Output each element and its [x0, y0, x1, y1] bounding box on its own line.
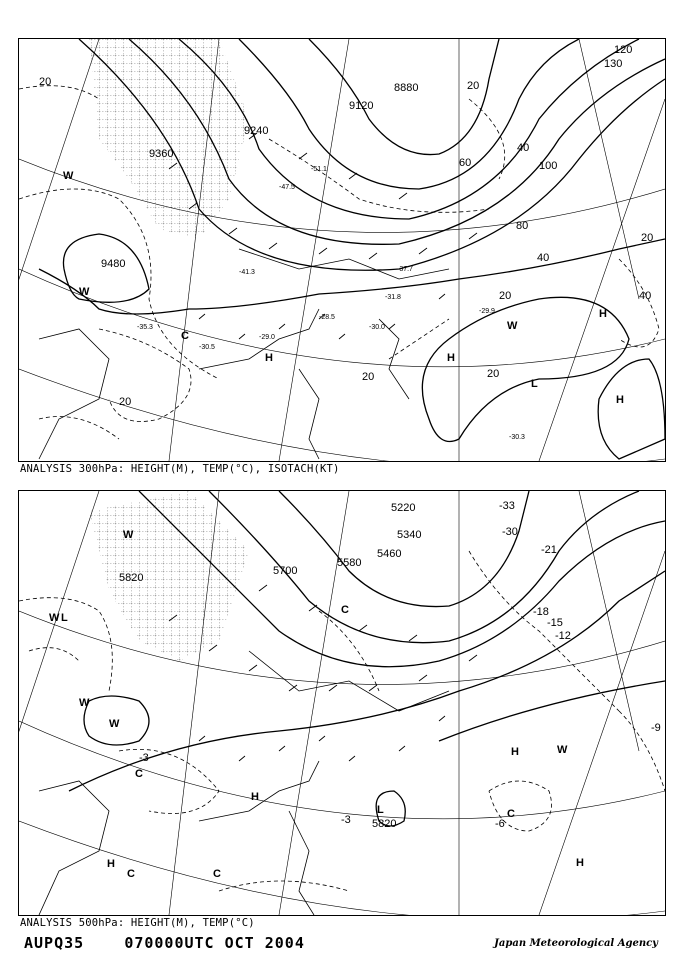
map-panel-300hpa [18, 38, 666, 462]
cold-symbol: C [127, 868, 135, 880]
temp-label: -51.1 [311, 166, 327, 173]
isotach-label: 40 [537, 252, 550, 264]
cold-symbol: C [135, 768, 143, 780]
caption-500hpa: ANALYSIS 500hPa: HEIGHT(M), TEMP(°C) [20, 917, 255, 929]
warm-symbol: W [109, 718, 120, 730]
height-label: 8880 [394, 82, 419, 94]
high-symbol: H [599, 308, 607, 320]
high-symbol: H [265, 352, 273, 364]
temp-label: -3 [139, 752, 149, 764]
warm-symbol: W [79, 286, 90, 298]
height-label: 5220 [391, 502, 416, 514]
temp-label: -28.5 [319, 314, 335, 321]
temp-label: -18 [533, 606, 549, 618]
low-symbol: L [377, 804, 384, 816]
height-label: 5580 [337, 557, 362, 569]
warm-symbol: W [557, 744, 568, 756]
cold-symbol: C [341, 604, 349, 616]
isotach-label: 80 [516, 220, 529, 232]
height-label: 9480 [101, 258, 126, 270]
caption-300hpa: ANALYSIS 300hPa: HEIGHT(M), TEMP(°C), ISOTACH(KT) [20, 463, 340, 475]
temp-label: -30.3 [509, 434, 525, 441]
height-label: 9240 [244, 125, 269, 137]
cold-symbol: C [181, 330, 189, 342]
land-hatch [89, 491, 249, 661]
height-label: 5820 [372, 818, 397, 830]
chart-id: AUPQ35 [24, 934, 85, 952]
temp-label: -33 [499, 500, 515, 512]
high-symbol: H [447, 352, 455, 364]
temp-label: -15 [547, 617, 563, 629]
cold-symbol: C [507, 808, 515, 820]
isotach-label: 100 [539, 160, 558, 172]
warm-symbol: W [507, 320, 518, 332]
high-symbol: H [251, 791, 259, 803]
temp-label: -41.3 [239, 269, 255, 276]
map-panel-500hpa [18, 490, 666, 916]
high-symbol: H [511, 746, 519, 758]
cold-symbol: C [213, 868, 221, 880]
warm-symbol: W [123, 529, 134, 541]
height-label: 5340 [397, 529, 422, 541]
isotach-label: 60 [459, 157, 472, 169]
temp-label: -3 [341, 814, 351, 826]
temp-label: -30.0 [369, 324, 385, 331]
isotach-label: 120 [614, 44, 633, 56]
isotach-label: 20 [39, 76, 52, 88]
height-label: 5820 [119, 572, 144, 584]
isotach-label: 20 [499, 290, 512, 302]
map-500hpa [19, 491, 665, 915]
temp-label: -30.5 [199, 344, 215, 351]
isotach-label: 20 [119, 396, 132, 408]
chart-datetime: 070000UTC OCT 2004 [124, 934, 305, 952]
temp-label: -30 [502, 526, 518, 538]
isotach-label: 130 [604, 58, 623, 70]
chart-id-line [24, 934, 305, 952]
warm-symbol: W [79, 697, 90, 709]
temp-label: -21 [541, 544, 557, 556]
high-symbol: H [616, 394, 624, 406]
temp-label: -6 [495, 818, 505, 830]
isotach-label: 40 [517, 142, 530, 154]
agency-name: Japan Meteorological Agency [494, 938, 658, 949]
temp-label: -29.0 [259, 334, 275, 341]
height-label: 9360 [149, 148, 174, 160]
map-300hpa [19, 39, 665, 461]
isotach-label: 40 [639, 290, 652, 302]
coastline [39, 651, 449, 915]
isotach-label: 20 [641, 232, 654, 244]
isotach-label: 20 [362, 371, 375, 383]
warm-symbol: W [63, 170, 74, 182]
temp-label: -9 [651, 722, 661, 734]
height-label: 5700 [273, 565, 298, 577]
low-symbol: L [61, 612, 68, 624]
isotach-label: 20 [487, 368, 500, 380]
temp-label: -29.9 [479, 308, 495, 315]
high-symbol: H [107, 858, 115, 870]
temp-label: -31.8 [385, 294, 401, 301]
temp-label: -35.3 [137, 324, 153, 331]
warm-symbol: W [49, 612, 60, 624]
height-label: 5460 [377, 548, 402, 560]
high-symbol: H [576, 857, 584, 869]
isotach-label: 20 [467, 80, 480, 92]
temp-label: -12 [555, 630, 571, 642]
temp-label: -47.5 [279, 184, 295, 191]
low-symbol: L [531, 378, 538, 390]
land-hatch [89, 39, 249, 239]
temp-label: -37.7 [397, 266, 413, 273]
height-label: 9120 [349, 100, 374, 112]
